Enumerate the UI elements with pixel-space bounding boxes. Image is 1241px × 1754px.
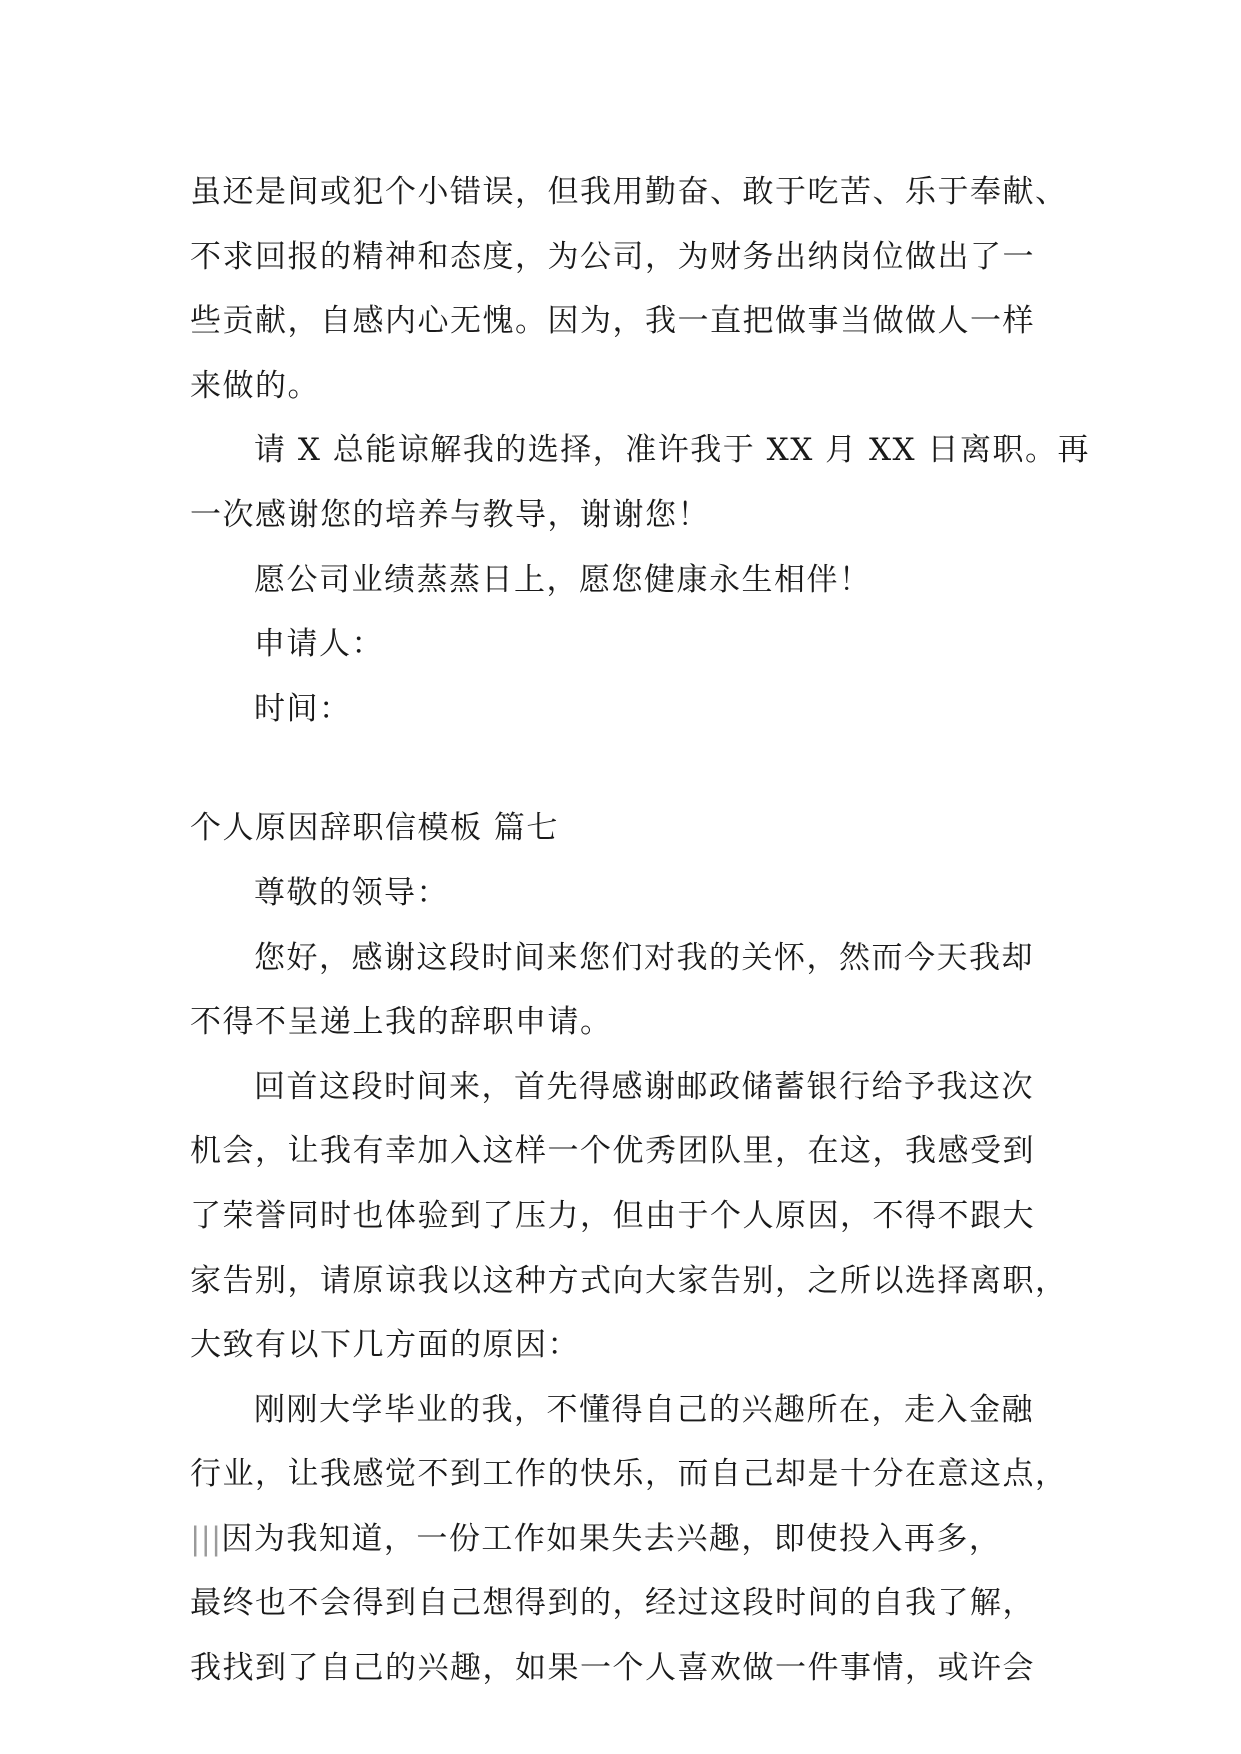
text-line: 刚刚大学毕业的我，不懂得自己的兴趣所在，走入金融 [254, 1391, 1034, 1428]
text-line: 不求回报的精神和态度，为公司，为财务出纳岗位做出了一 [190, 238, 1035, 275]
section-title: 个人原因辞职信模板 篇七 [190, 810, 559, 847]
text-line: 一次感谢您的培养与教导，谢谢您！ [190, 496, 710, 533]
section-gap [190, 741, 1060, 796]
applicant-label: 申请人： [254, 626, 384, 663]
text-line: 机会，让我有幸加入这样一个优秀团队里，在这，我感受到 [190, 1133, 1035, 1170]
margin-bars: ||| [190, 1520, 222, 1557]
text-line: 回首这段时间来，首先得感谢邮政储蓄银行给予我这次 [254, 1068, 1034, 1105]
salutation: 尊敬的领导： [254, 874, 449, 911]
text-line: 了荣誉同时也体验到了压力，但由于个人原因，不得不跟大 [190, 1197, 1035, 1234]
text-line: 虽还是间或犯个小错误，但我用勤奋、敢于吃苦、乐于奉献、 [190, 174, 1068, 210]
text-line: 请 X 总能谅解我的选择，准许我于 XX 月 XX 日离职。再 [254, 432, 1090, 469]
text-line: 来做的。 [190, 367, 320, 404]
text-line: 您好，感谢这段时间来您们对我的关怀，然而今天我却 [254, 939, 1034, 976]
time-label: 时间： [254, 690, 352, 727]
text-line: 家告别，请原谅我以这种方式向大家告别，之所以选择离职， [190, 1262, 1068, 1299]
text-line: 些贡献，自感内心无愧。因为，我一直把做事当做做人一样 [190, 303, 1035, 340]
text-line: 行业，让我感觉不到工作的快乐，而自己却是十分在意这点， [190, 1456, 1068, 1493]
text-segment: 因为我知道，一份工作如果失去兴趣，即使投入再多， [221, 1520, 1002, 1557]
closing-wish: 愿公司业绩蒸蒸日上，愿您健康永生相伴！ [254, 561, 872, 598]
text-line [190, 1507, 1060, 1572]
document-body [190, 160, 1090, 1701]
text-line: 我找到了自己的兴趣，如果一个人喜欢做一件事情，或许会 [190, 1650, 1035, 1687]
text-line: 大致有以下几方面的原因： [190, 1327, 580, 1364]
text-line: 最终也不会得到自己想得到的，经过这段时间的自我了解， [190, 1585, 1035, 1622]
text-line: 不得不呈递上我的辞职申请。 [190, 1004, 613, 1041]
